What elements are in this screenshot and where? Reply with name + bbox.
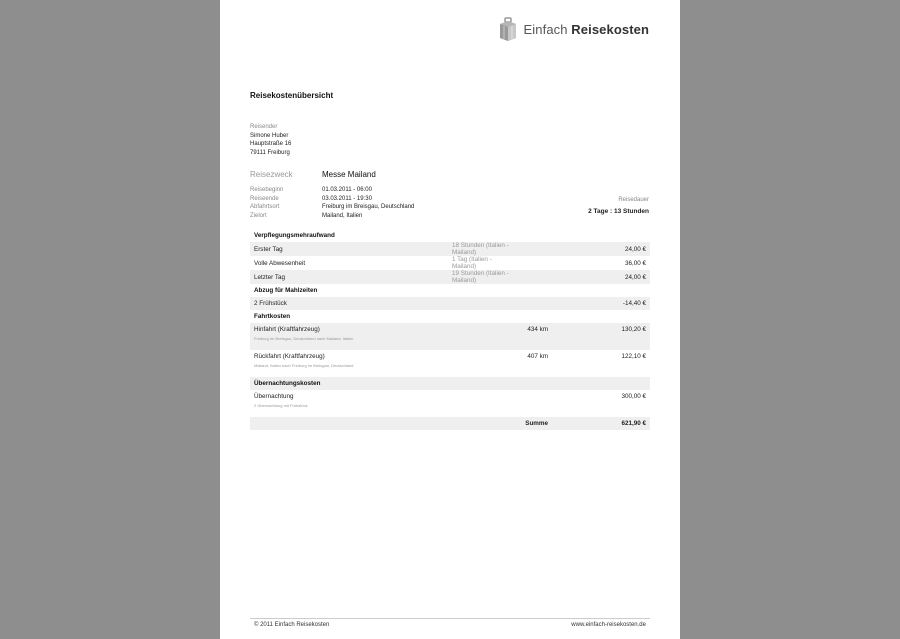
brand-name-bold: Reisekosten <box>571 21 649 37</box>
meals-header: Verpflegungsmehraufwand <box>254 232 335 239</box>
brand-logo <box>498 17 649 41</box>
row-label: Letzter Tag <box>250 270 448 284</box>
traveler-street: Hauptstraße 16 <box>250 141 292 147</box>
trip-from-label: Abfahrtsort <box>250 204 280 210</box>
table-row <box>250 323 650 350</box>
travel-header: Fahrtkosten <box>254 313 291 320</box>
section-header <box>250 229 650 242</box>
deduction-header: Abzug für Mahlzeiten <box>254 287 318 294</box>
row-km: 434 km <box>514 323 552 350</box>
table-row <box>250 270 650 284</box>
traveler-block <box>250 123 291 157</box>
sum-spacer <box>448 417 514 430</box>
row-amount: 300,00 € <box>621 393 646 400</box>
row-km <box>514 242 552 256</box>
lodging-header: Übernachtungskosten <box>250 377 650 390</box>
section-header <box>250 310 650 323</box>
trip-start-label: Reisebeginn <box>250 187 284 193</box>
sum-row <box>250 417 650 430</box>
row-km <box>514 256 552 270</box>
table-row <box>250 242 650 256</box>
footer-url[interactable]: www.einfach-reisekosten.de <box>571 622 646 628</box>
row-detail: 1 Tag (Italien - Mailand) <box>452 256 492 270</box>
duration-label: Reisedauer <box>618 197 649 203</box>
row-amount: 122,10 € <box>621 353 646 360</box>
travel-route: Mailand, Italien nach Freiburg im Breisgau, Deutschland <box>254 363 354 368</box>
trip-dest-label: Zielort <box>250 212 267 219</box>
luggage-icon <box>498 17 518 41</box>
trip-values <box>322 186 414 220</box>
table-row <box>250 256 650 270</box>
section-header <box>250 377 650 390</box>
page-title: Reisekostenübersicht <box>250 91 334 100</box>
row-km <box>514 390 552 417</box>
row-detail <box>448 350 514 377</box>
table-row <box>250 390 650 417</box>
row-detail <box>448 390 514 417</box>
row-detail: 19 Stunden (Italien - Mailand) <box>448 270 514 284</box>
travel-label: Rückfahrt (Kraftfahrzeug) <box>254 353 325 360</box>
trip-end-value: 03.03.2011 - 19:30 <box>322 195 372 202</box>
sum-label: Summe <box>514 417 552 430</box>
lodging-detail: 2 Übernachtung mit Frühstück <box>254 403 308 408</box>
cost-table <box>250 229 650 430</box>
document-page <box>220 0 680 639</box>
sum-amount: 621,90 € <box>552 417 650 430</box>
row-km <box>514 270 552 284</box>
traveler-label: Reisender <box>250 124 278 130</box>
row-detail <box>448 297 514 310</box>
trip-dest-value: Mailand, Italien <box>322 212 363 219</box>
row-label: Volle Abwesenheit <box>254 259 306 267</box>
row-km: 407 km <box>527 353 548 360</box>
row-detail: 18 Stunden (Italien - Mailand) <box>448 242 514 256</box>
trip-labels <box>250 186 283 220</box>
row-label: 2 Frühstück <box>250 297 448 310</box>
row-label <box>250 390 448 417</box>
row-amount: 130,20 € <box>552 323 650 350</box>
section-header <box>250 284 650 297</box>
brand-name-light: Einfach <box>523 21 572 37</box>
footer-divider <box>250 618 650 619</box>
sum-spacer <box>250 417 448 430</box>
row-detail <box>448 323 514 350</box>
table-row <box>250 350 650 377</box>
trip-from-value: Freiburg im Breisgau, Deutschland <box>322 204 415 210</box>
row-amount: -14,40 € <box>552 297 650 310</box>
trip-start-value: 01.03.2011 - 06:00 <box>322 187 372 193</box>
row-label <box>250 323 448 350</box>
lodging-label: Übernachtung <box>254 393 294 400</box>
purpose-value: Messe Mailand <box>322 170 376 179</box>
row-amount: 36,00 € <box>624 259 646 267</box>
table-row <box>250 297 650 310</box>
row-amount: 24,00 € <box>552 242 650 256</box>
traveler-city: 79111 Freiburg <box>250 149 290 156</box>
row-km <box>514 297 552 310</box>
travel-label: Hinfahrt (Kraftfahrzeug) <box>254 326 320 333</box>
row-amount: 24,00 € <box>552 270 650 284</box>
footer-copyright: © 2011 Einfach Reisekosten <box>254 622 330 628</box>
traveler-name: Simone Huber <box>250 132 289 139</box>
purpose-label: Reisezweck <box>250 170 293 179</box>
travel-route: Freiburg im Breisgau, Deutschland nach Mailand, Italien <box>254 336 354 341</box>
duration-value: 2 Tage : 13 Stunden <box>588 208 649 215</box>
trip-end-label: Reiseende <box>250 195 279 202</box>
row-label <box>250 350 448 377</box>
row-label: Erster Tag <box>250 242 448 256</box>
